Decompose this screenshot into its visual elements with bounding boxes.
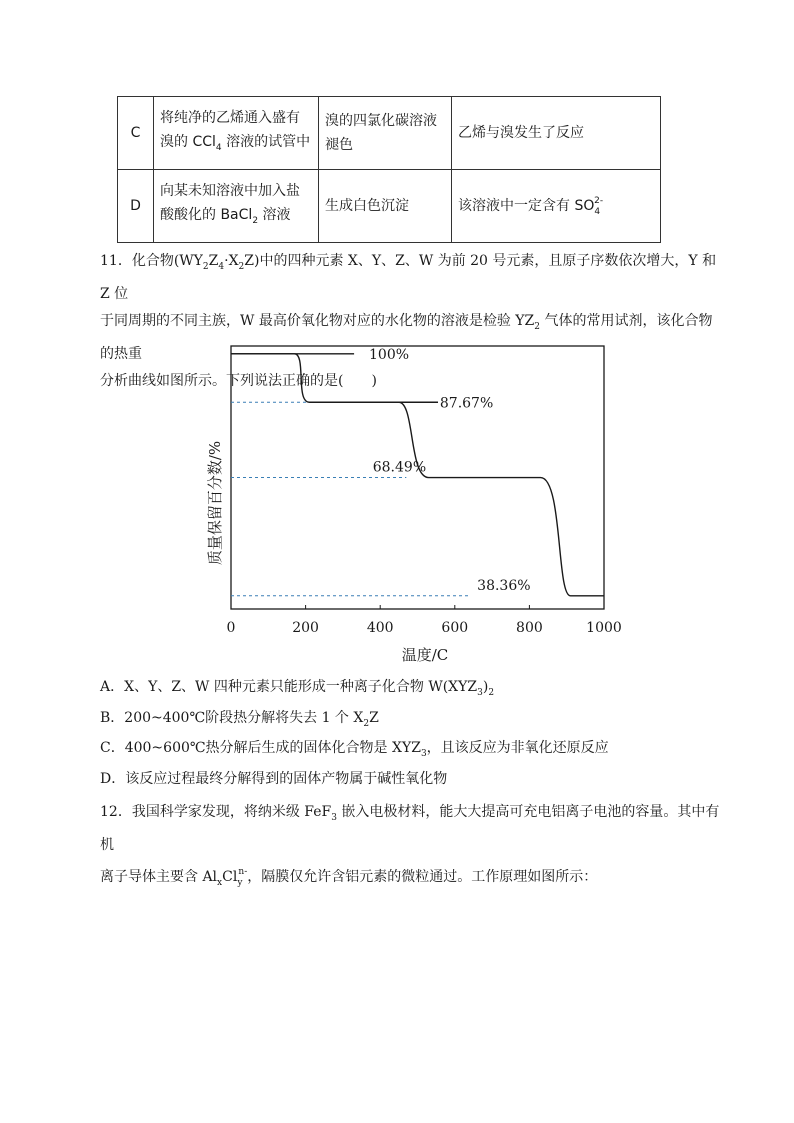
x-tick-label: 600 — [441, 620, 469, 636]
option-b: B．200~400℃阶段热分解将失去 1 个 $X_2Z$ — [100, 710, 379, 729]
x-tick-label: 400 — [366, 620, 394, 636]
table-row — [118, 170, 661, 243]
row-operation-line: 将纯净的乙烯通入盛有 — [160, 110, 300, 127]
row-phenomenon: 生成白色沉淀 — [319, 170, 452, 243]
row-option: D — [118, 170, 154, 243]
row-option: C — [118, 97, 154, 170]
level-label: 87.67% — [439, 395, 494, 412]
table-row — [118, 97, 661, 170]
thermogravimetric-chart — [195, 340, 635, 670]
question-12-line-2: 离子导体主要含 $Al_xCl_y^{n-}$，隔膜仅允许含铝元素的微粒通过。工作原理如图所示： — [100, 866, 598, 888]
x-tick-label: 1000 — [586, 620, 622, 636]
x-tick-label: 0 — [226, 620, 236, 636]
row-operation: 向某未知溶液中加入盐 酸酸化的 BaCl$_2$ 溶液 — [154, 170, 319, 243]
option-a: A．X、Y、Z、W 四种元素只能形成一种离子化合物 $W(XYZ_3)_2$ — [100, 679, 495, 698]
level-label: 68.49% — [372, 459, 427, 476]
row-conclusion: 该溶液中一定含有 $SO_4^{2-}$ — [452, 170, 661, 243]
x-axis-label: 温度/C — [401, 646, 449, 664]
row-operation-line: 溴的 CCl$_4$ 溶液的试管中 — [160, 134, 311, 153]
question-11-line-2: 于同周期的不同主族，W 最高价氧化物对应的水化物的溶液是检验 $YZ_2$ 气体的常用试剂，该化合物的热重 — [100, 312, 713, 362]
y-axis-label: 质量保留百分数/% — [206, 440, 224, 566]
question-12-line-1: 12．我国科学家发现，将纳米级 FeF$_3$ 嵌入电极材料，能大大提高可充电铝离子电池的容量。其中有机 — [100, 804, 720, 853]
option-d: D．该反应过程最终分解得到的固体产物属于碱性氧化物 — [100, 771, 448, 787]
row-operation — [154, 97, 319, 170]
row-phenomenon: 溴的四氯化碳溶液 褪色 — [319, 97, 452, 170]
question-11-line-1: 11．化合物$(WY_2Z_4\cdot X_2Z)$中的四种元素 X、Y、Z、W 为前 20 号元素，且原子序数依次增大，Y 和 Z 位 — [100, 253, 717, 302]
question-12 — [100, 799, 720, 897]
x-tick-label: 800 — [516, 620, 543, 636]
question-11-line-3: 分析曲线如图所示。下列说法正确的是( ) — [100, 372, 377, 389]
option-c: C．400~600℃热分解后生成的固体化合物是 $XYZ_3$，且该反应为非氧化还原反应 — [100, 740, 609, 759]
x-tick-label: 200 — [292, 620, 319, 636]
experiment-table — [117, 96, 661, 243]
row-conclusion: 乙烯与溴发生了反应 — [452, 97, 661, 170]
level-label: 38.36% — [477, 577, 531, 594]
level-label: 100% — [369, 346, 410, 363]
plot-area — [227, 346, 622, 636]
